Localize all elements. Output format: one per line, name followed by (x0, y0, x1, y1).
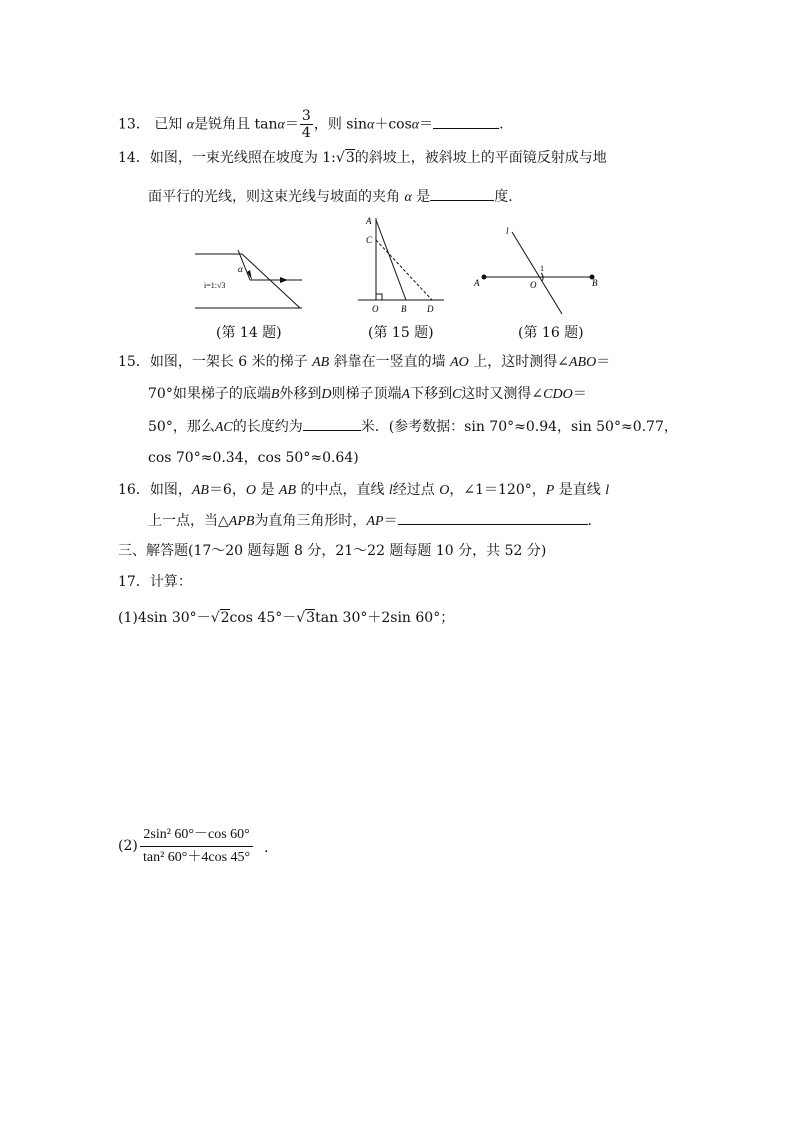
q13-mid: 是锐角且 tan (194, 116, 278, 133)
q13-answer-blank[interactable] (433, 114, 499, 129)
figure-15 (356, 212, 446, 316)
fig16-caption: (第 16 题) (518, 325, 584, 341)
q13-eq2: ＝ (419, 116, 434, 133)
q16-answer-blank[interactable] (398, 510, 588, 525)
q16-ab2: AB (278, 483, 296, 498)
q15-line2-e: 这时又测得∠ (461, 386, 544, 402)
q16-apb: APB (228, 514, 255, 529)
q17-sqrt2: √2 (210, 610, 230, 626)
q16-number: 16． (118, 482, 150, 498)
fig16-line-l (512, 232, 562, 314)
q13-line (118, 108, 504, 141)
q17-p1-a: (1)4sin 30°－ (118, 610, 211, 626)
q13-alpha2: α (277, 117, 285, 133)
q16-line1-e: 经过点 (392, 482, 435, 498)
q14-sqrt3: √3 (335, 150, 355, 166)
q17-p2-denominator: tan² 60°＋4cos 45° (143, 850, 251, 865)
q15-line1-a: 如图，一架长 6 米的梯子 (149, 354, 308, 370)
q15-line1-d: ＝ (596, 354, 611, 370)
q15-line1 (118, 352, 610, 373)
q15-line2-c: 则梯子顶端 (331, 386, 402, 402)
fig16-label-o: O (530, 280, 537, 290)
q14-alpha: α (404, 190, 412, 205)
q17-part2-label: (2) (118, 838, 138, 854)
fig15-ladder-ab (376, 220, 406, 300)
q15-line2-a: 70°如果梯子的底端 (148, 386, 271, 402)
q14-line2-c: 度. (494, 189, 513, 205)
q15-abo: ABO (568, 355, 597, 370)
q16-o2: O (439, 483, 450, 498)
q13-frac-num: 3 (301, 108, 311, 124)
q17-title-line (118, 572, 192, 592)
figure-14 (190, 242, 310, 314)
q16-line1-d: 的中点，直线 (300, 482, 385, 498)
q15-ab: AB (312, 355, 330, 370)
q14-line2-b: 是 (416, 189, 431, 205)
fig15-ladder-cd (376, 240, 432, 300)
q16-l2: l (605, 483, 610, 498)
section-3-heading: 三、解答题(17～20 题每题 8 分，21～22 题每题 10 分，共 52 分) (118, 543, 547, 559)
q14-line2-a: 面平行的光线，则这束光线与坡面的夹角 (148, 189, 400, 205)
q17-part2-end: . (264, 840, 269, 856)
fig16-point-a (482, 275, 487, 280)
q17-p1-c: tan 30°＋2sin 60°； (315, 610, 455, 626)
fig15-label-a: A (366, 216, 372, 226)
q16-line1-g: 是直线 (558, 482, 601, 498)
q15-b: B (270, 387, 280, 402)
q15-line2-d: 下移到 (410, 386, 453, 402)
q16-p: P (545, 483, 555, 498)
fig14-caption: (第 14 题) (216, 325, 282, 341)
fig15-label-o: O (372, 304, 379, 314)
q16-line1 (118, 480, 609, 501)
q15-c: C (452, 387, 462, 402)
q15-cdo: CDO (543, 387, 573, 402)
q16-line2-d: . (587, 513, 592, 529)
fig14-alpha: α (238, 264, 243, 274)
q16-line2 (148, 510, 592, 532)
q14-line1-b: 的斜坡上，被斜坡上的平面镜反射成与地 (354, 150, 607, 166)
q13-alpha: α (186, 117, 195, 133)
q13-plus: ＋cos (374, 116, 412, 133)
q13-alpha4: α (411, 117, 420, 133)
q16-ab: AB (191, 483, 209, 498)
q13-prefix: 已知 (154, 116, 183, 133)
q15-a: A (401, 387, 411, 402)
q16-line2-b: 为直角三角形时， (254, 513, 367, 529)
fig16-label-b: B (592, 278, 598, 288)
q15-line2-b: 外移到 (279, 386, 322, 402)
q13-after: ，则 sin (313, 116, 367, 133)
q15-line1-c: 上，这时测得∠ (473, 354, 569, 370)
fig15-caption: (第 15 题) (368, 325, 434, 341)
q15-line2 (148, 384, 587, 405)
q16-line1-f: ，∠1＝120°， (449, 482, 546, 498)
q15-line2-f: ＝ (572, 386, 587, 402)
q14-line1-a: 如图，一束光线照在坡度为 1: (149, 150, 336, 166)
q17-p2-numerator: 2sin² 60°－cos 60° (140, 824, 253, 847)
q15-line3-c: 米．(参考数据：sin 70°≈0.94，sin 50°≈0.77， (360, 419, 678, 435)
q16-o: O (245, 483, 256, 498)
q15-ao: AO (450, 355, 469, 370)
fig16-label-1: 1 (540, 264, 544, 273)
q17-number: 17． (118, 574, 150, 590)
q15-ac: AC (214, 420, 233, 435)
q13-eq: ＝ (284, 116, 299, 133)
q15-answer-blank[interactable] (303, 416, 361, 431)
q15-line4: cos 70°≈0.34，cos 50°≈0.64) (148, 450, 359, 466)
q15-number: 15． (118, 354, 150, 370)
q14-line2 (148, 186, 513, 208)
q16-line1-a: 如图， (149, 482, 192, 498)
q15-line3-b: 的长度约为 (232, 419, 303, 435)
q16-line1-b: ＝6， (208, 482, 246, 498)
q16-ap: AP (366, 514, 384, 529)
figure-16 (470, 222, 606, 316)
q13-frac-den: 4 (301, 125, 311, 141)
fig14-slope-label: i=1:√3 (204, 281, 226, 290)
q15-line3 (148, 416, 678, 438)
q14-line1 (118, 148, 607, 168)
q17-part2-fraction (140, 824, 253, 869)
fig15-label-c: C (366, 235, 373, 245)
fig16-label-l: l (506, 226, 509, 236)
fig15-label-d: D (427, 304, 434, 314)
q17-p1-b: cos 45°－ (229, 610, 297, 626)
q16-line1-c: 是 (260, 482, 275, 498)
q16-line2-c: ＝ (383, 513, 398, 529)
q17-title: 计算： (149, 574, 192, 590)
q13-end: . (499, 116, 504, 133)
q13-alpha3: α (366, 117, 375, 133)
q14-number: 14． (118, 150, 150, 166)
fig15-right-angle (376, 294, 382, 300)
q16-line2-a: 上一点，当△ (148, 513, 229, 529)
q17-part1 (118, 608, 454, 628)
q17-sqrt3: √3 (296, 610, 316, 626)
q14-answer-blank[interactable] (430, 186, 494, 201)
q15-line1-b: 斜靠在一竖直的墙 (333, 354, 446, 370)
fig14-arrow2 (280, 277, 288, 283)
q13-number: 13． (118, 116, 150, 133)
q15-d: D (321, 387, 332, 402)
q13-fraction (300, 108, 313, 141)
fig16-label-a: A (474, 278, 480, 288)
q15-line3-a: 50°，那么 (148, 419, 215, 435)
fig15-label-b: B (401, 304, 407, 314)
q16-l: l (388, 483, 393, 498)
